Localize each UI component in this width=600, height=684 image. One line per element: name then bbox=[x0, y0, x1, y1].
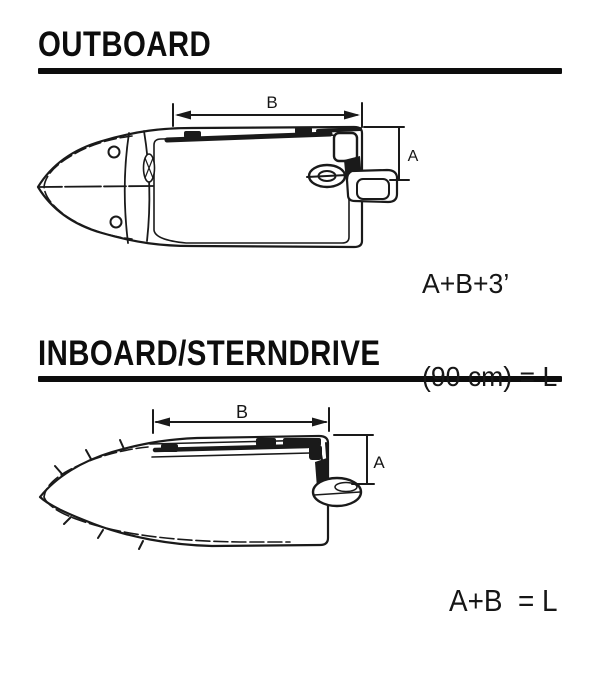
outboard-dim-a-label: A bbox=[407, 148, 419, 165]
outboard-dim-b-label: B bbox=[266, 93, 278, 112]
outboard-section-title: OUTBOARD bbox=[38, 25, 212, 64]
outboard-boat-drawing bbox=[38, 127, 397, 247]
outboard-keel-center-line bbox=[40, 186, 153, 187]
inboard-dim-b-arrowhead-left bbox=[154, 418, 170, 427]
inboard-cleat-right bbox=[256, 438, 276, 446]
inboard-formula-line1: A+B = L bbox=[449, 583, 558, 618]
inboard-dim-a-label: A bbox=[373, 453, 385, 472]
inboard-dim-b-arrowhead-right bbox=[312, 418, 328, 427]
outboard-dim-b-arrowhead-left bbox=[175, 111, 191, 120]
outboard-cleat-left bbox=[184, 131, 201, 138]
inboard-boat-drawing bbox=[40, 436, 361, 549]
inboard-cleat-left bbox=[161, 444, 178, 452]
inboard-stern-corner-band bbox=[283, 438, 321, 446]
inboard-dim-b-label: B bbox=[235, 402, 249, 422]
outboard-splash-well bbox=[334, 133, 357, 161]
outboard-stern-deck-band bbox=[318, 129, 360, 131]
inboard-sterndrive-section-title: INBOARD/STERNDRIVE bbox=[38, 334, 381, 373]
outboard-cleat-right bbox=[295, 127, 312, 134]
outboard-dim-b-arrowhead-right bbox=[344, 111, 360, 120]
inboard-hull-outline bbox=[40, 436, 328, 546]
outboard-formula-line2: (90 cm) = L bbox=[422, 361, 558, 392]
outboard-formula-line1: A+B+3’ bbox=[422, 268, 510, 299]
